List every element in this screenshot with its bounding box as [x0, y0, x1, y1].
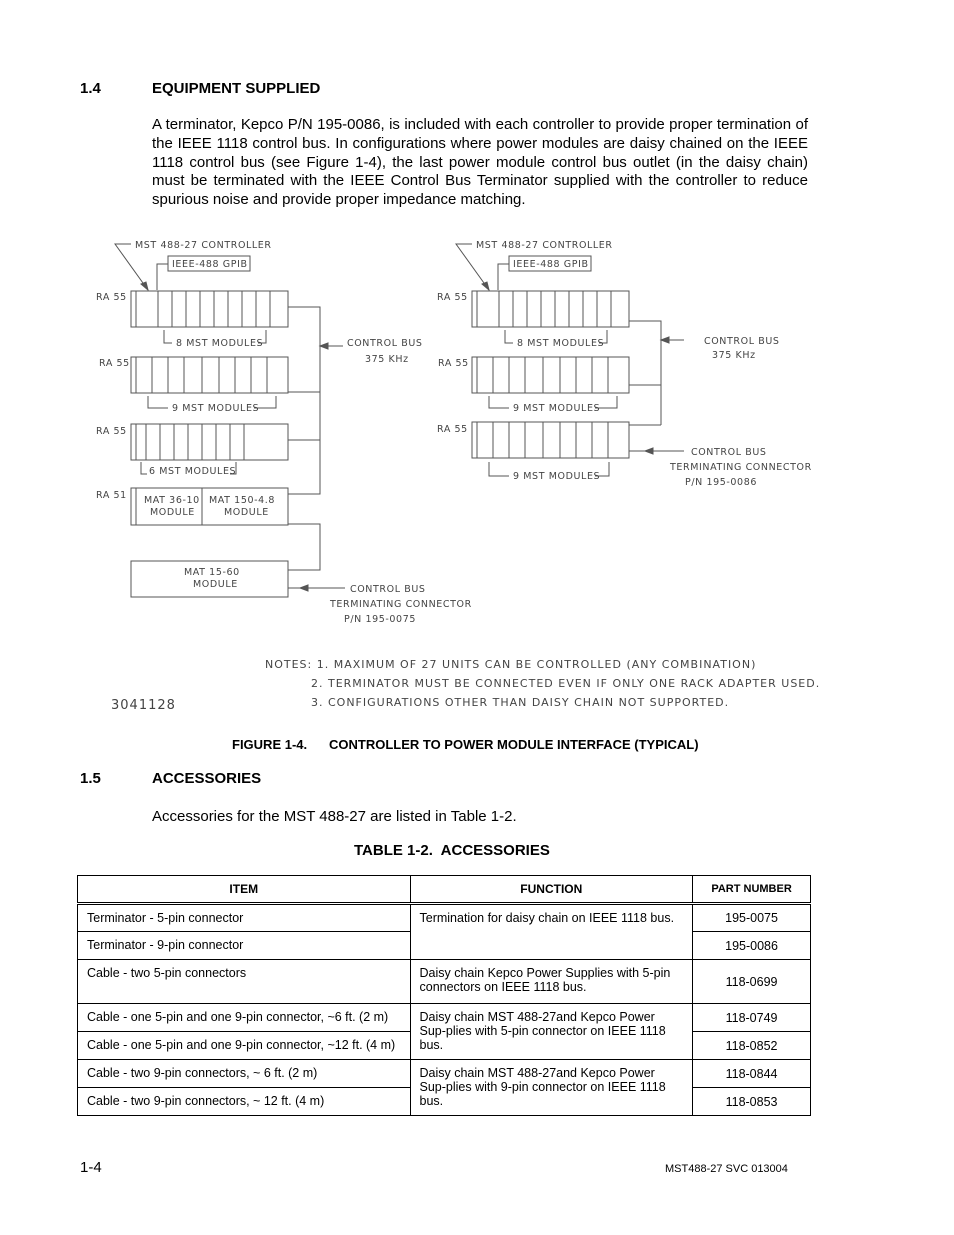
- part-number-cell: 195-0075: [693, 904, 811, 932]
- module-label: MODULE: [224, 507, 269, 518]
- left-diagram: [96, 240, 472, 625]
- column-header-part-number: PART NUMBER: [693, 876, 811, 904]
- column-header-item: ITEM: [78, 876, 411, 904]
- terminator-label: CONTROL BUS: [691, 447, 767, 458]
- modules-label: 9 MST MODULES: [172, 403, 260, 414]
- drawing-id: 3041128: [111, 698, 176, 713]
- note-3: 3. CONFIGURATIONS OTHER THAN DAISY CHAIN NOT SUPPORTED.: [311, 696, 730, 709]
- column-header-function: FUNCTION: [410, 876, 693, 904]
- modules-label: 9 MST MODULES: [513, 471, 601, 482]
- terminator-label: P/N 195-0075: [344, 614, 416, 625]
- item-cell: Cable - two 9-pin connectors, ~ 6 ft. (2 m): [78, 1060, 411, 1088]
- modules-label: 8 MST MODULES: [517, 338, 605, 349]
- part-number-cell: 118-0699: [693, 960, 811, 1004]
- section-paragraph: A terminator, Kepco P/N 195-0086, is included with each controller to provide proper termination of the IEEE 1118 control bus. In configurations where power modules are daisy chained on the IEEE 1118 control bus (see Figure 1-4), the last power module control bus outlet (in the daisy chain) must be terminated with the IEEE Control Bus Terminator supplied with the controller to reduce spurious noise and provide proper impedance matching.: [152, 116, 808, 209]
- terminator-label: CONTROL BUS: [350, 584, 426, 595]
- section-number: 1.5: [80, 770, 101, 787]
- section-paragraph: Accessories for the MST 488-27 are listed in Table 1-2.: [152, 808, 517, 825]
- control-bus-label: CONTROL BUS: [347, 338, 423, 349]
- frequency-label: 375 KHz: [712, 350, 756, 361]
- modules-label: 8 MST MODULES: [176, 338, 264, 349]
- section-number: 1.4: [80, 80, 101, 97]
- rack-label: RA 51: [96, 490, 127, 501]
- rack-label: RA 55: [99, 358, 130, 369]
- item-cell: Cable - two 5-pin connectors: [78, 960, 411, 1004]
- terminator-label: TERMINATING CONNECTOR: [330, 599, 472, 610]
- gpib-label: IEEE-488 GPIB: [172, 259, 248, 270]
- figure-caption-label: FIGURE 1-4.: [232, 737, 308, 752]
- rack-label: RA 55: [96, 292, 127, 303]
- item-cell: Terminator - 9-pin connector: [78, 932, 411, 960]
- module-label: MAT 150-4.8: [209, 495, 276, 506]
- function-cell: Daisy chain MST 488-27and Kepco Power Sup-plies with 9-pin connector on IEEE 1118 bus.: [410, 1060, 693, 1116]
- modules-label: 6 MST MODULES: [149, 466, 237, 477]
- controller-interface-diagram: [0, 225, 954, 725]
- rack-label: RA 55: [438, 358, 469, 369]
- terminator-label: TERMINATING CONNECTOR: [670, 462, 812, 473]
- accessories-table: [77, 875, 811, 1116]
- module-label: MODULE: [193, 579, 238, 590]
- right-diagram: [437, 240, 812, 488]
- page-number: 1-4: [80, 1159, 102, 1176]
- part-number-cell: 118-0853: [693, 1088, 811, 1116]
- figure-caption-title: CONTROLLER TO POWER MODULE INTERFACE (TYPICAL): [329, 737, 699, 752]
- table-header-row: [78, 876, 811, 904]
- rack-label: RA 55: [437, 292, 468, 303]
- table-row: [78, 904, 811, 932]
- part-number-cell: 118-0749: [693, 1004, 811, 1032]
- document-id: MST488-27 SVC 013004: [665, 1163, 788, 1175]
- gpib-label: IEEE-488 GPIB: [513, 259, 589, 270]
- table-row: [78, 1004, 811, 1032]
- item-cell: Cable - two 9-pin connectors, ~ 12 ft. (4 m): [78, 1088, 411, 1116]
- note-1: NOTES: 1. MAXIMUM OF 27 UNITS CAN BE CONTROLLED (ANY COMBINATION): [265, 658, 757, 671]
- section-title: EQUIPMENT SUPPLIED: [152, 80, 321, 97]
- module-label: MAT 15-60: [184, 567, 240, 578]
- item-cell: Terminator - 5-pin connector: [78, 904, 411, 932]
- table-row: [78, 960, 811, 1004]
- control-bus-label: CONTROL BUS: [704, 336, 780, 347]
- note-2: 2. TERMINATOR MUST BE CONNECTED EVEN IF ONLY ONE RACK ADAPTER USED.: [311, 677, 821, 690]
- module-label: MODULE: [150, 507, 195, 518]
- terminator-label: P/N 195-0086: [685, 477, 757, 488]
- rack-label: RA 55: [96, 426, 127, 437]
- controller-label: MST 488-27 CONTROLLER: [135, 240, 272, 251]
- frequency-label: 375 KHz: [365, 354, 409, 365]
- table-caption: TABLE 1-2. ACCESSORIES: [354, 842, 550, 859]
- part-number-cell: 118-0844: [693, 1060, 811, 1088]
- rack-label: RA 55: [437, 424, 468, 435]
- part-number-cell: 195-0086: [693, 932, 811, 960]
- item-cell: Cable - one 5-pin and one 9-pin connector, ~6 ft. (2 m): [78, 1004, 411, 1032]
- table-row: [78, 1060, 811, 1088]
- part-number-cell: 118-0852: [693, 1032, 811, 1060]
- section-title: ACCESSORIES: [152, 770, 262, 787]
- function-cell: Termination for daisy chain on IEEE 1118 bus.: [410, 904, 693, 960]
- function-cell: Daisy chain MST 488-27and Kepco Power Sup-plies with 5-pin connector on IEEE 1118 bus.: [410, 1004, 693, 1060]
- function-cell: Daisy chain Kepco Power Supplies with 5-pin connectors on IEEE 1118 bus.: [410, 960, 693, 1004]
- module-label: MAT 36-10: [144, 495, 200, 506]
- item-cell: Cable - one 5-pin and one 9-pin connector, ~12 ft. (4 m): [78, 1032, 411, 1060]
- controller-label: MST 488-27 CONTROLLER: [476, 240, 613, 251]
- modules-label: 9 MST MODULES: [513, 403, 601, 414]
